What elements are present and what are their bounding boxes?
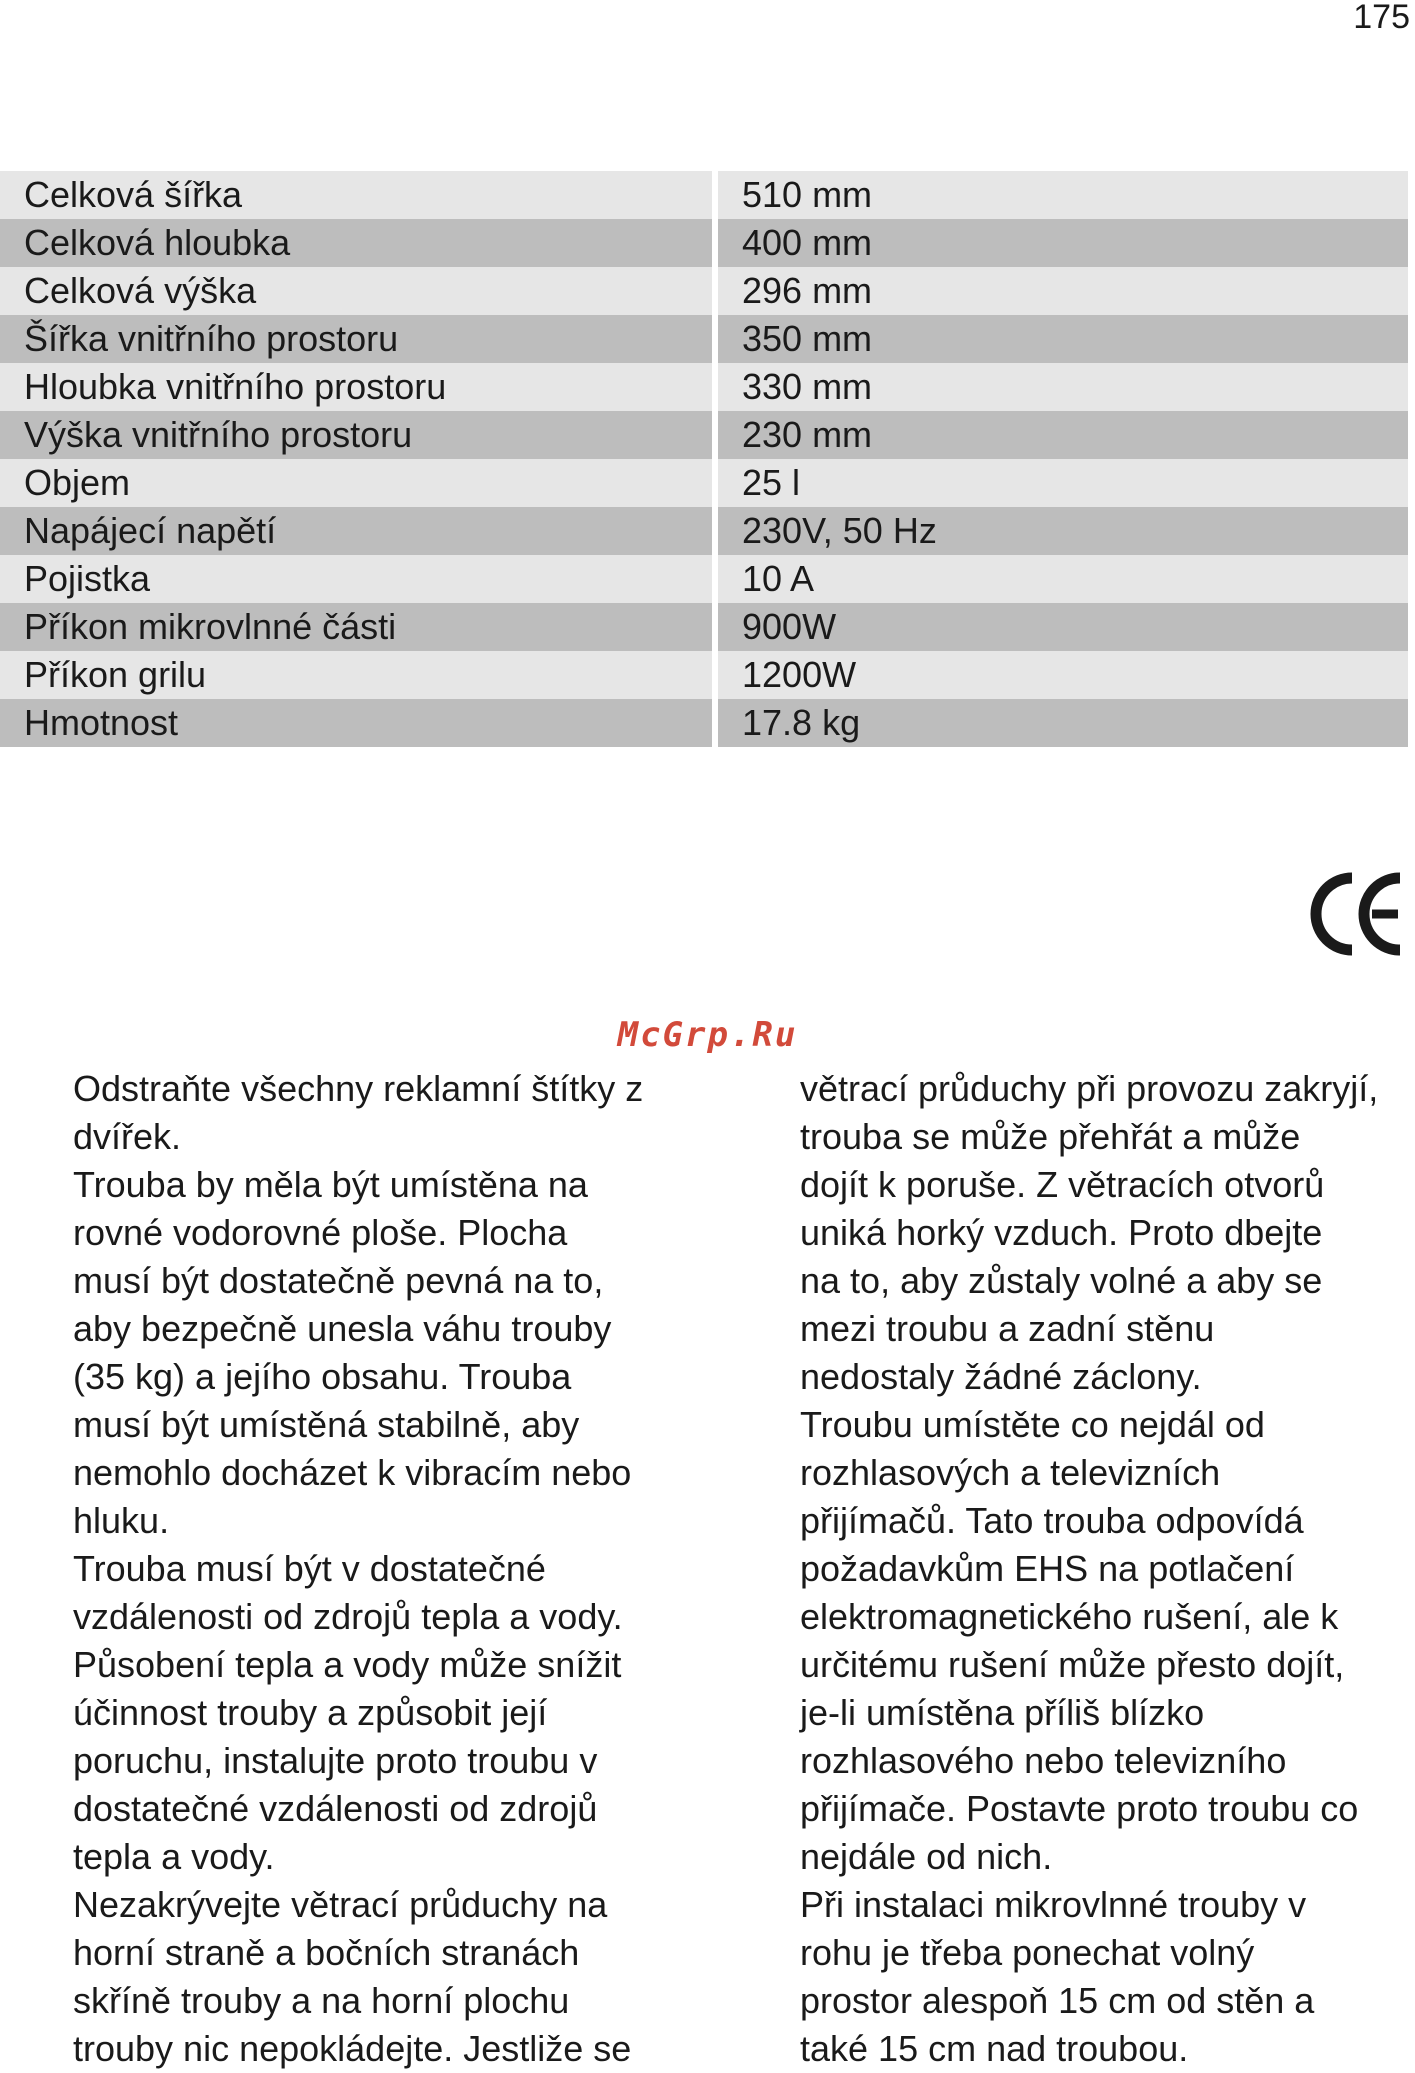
spec-row bbox=[0, 555, 1408, 603]
spec-row bbox=[0, 459, 1408, 507]
right-text-line: trouba se může přehřát a může bbox=[800, 1116, 1301, 1157]
right-text-line: je-li umístěna příliš blízko bbox=[800, 1692, 1205, 1733]
spec-value: 230V, 50 Hz bbox=[718, 507, 1408, 555]
right-text-line: nejdále od nich. bbox=[800, 1836, 1053, 1877]
left-text-line: skříně trouby a na horní plochu bbox=[73, 1980, 570, 2021]
right-text-line: dojít k poruše. Z větracích otvorů bbox=[800, 1164, 1325, 1205]
left-text-line: vzdálenosti od zdrojů tepla a vody. bbox=[73, 1596, 623, 1637]
spec-label: Celková hloubka bbox=[0, 219, 718, 267]
spec-label: Výška vnitřního prostoru bbox=[0, 411, 718, 459]
right-text-line: na to, aby zůstaly volné a aby se bbox=[800, 1260, 1323, 1301]
left-text-line: aby bezpečně unesla váhu trouby bbox=[73, 1308, 612, 1349]
right-text-line: rozhlasových a televizních bbox=[800, 1452, 1221, 1493]
right-text-line: rohu je třeba ponechat volný bbox=[800, 1932, 1255, 1973]
left-text-line: horní straně a bočních stranách bbox=[73, 1932, 580, 1973]
right-text-line: přijímačů. Tato trouba odpovídá bbox=[800, 1500, 1304, 1541]
right-text-line: uniká horký vzduch. Proto dbejte bbox=[800, 1212, 1323, 1253]
spec-label: Hmotnost bbox=[0, 699, 718, 747]
right-text-line: přijímače. Postavte proto troubu co bbox=[800, 1788, 1359, 1829]
spec-label: Pojistka bbox=[0, 555, 718, 603]
left-text-line: dvířek. bbox=[73, 1116, 182, 1157]
spec-value: 350 mm bbox=[718, 315, 1408, 363]
spec-value: 900W bbox=[718, 603, 1408, 651]
left-text-line: rovné vodorovné ploše. Plocha bbox=[73, 1212, 568, 1253]
specifications-table bbox=[0, 171, 1408, 747]
spec-value: 510 mm bbox=[718, 171, 1408, 219]
left-text-line: (35 kg) a jejího obsahu. Trouba bbox=[73, 1356, 572, 1397]
right-text-line: určitému rušení může přesto dojít, bbox=[800, 1644, 1345, 1685]
right-text-line: větrací průduchy při provozu zakryjí, bbox=[800, 1068, 1379, 1109]
left-text-line: Odstraňte všechny reklamní štítky z bbox=[73, 1068, 644, 1109]
left-text-line: nemohlo docházet k vibracím nebo bbox=[73, 1452, 632, 1493]
spec-row bbox=[0, 219, 1408, 267]
right-text-line: mezi troubu a zadní stěnu bbox=[800, 1308, 1215, 1349]
spec-row bbox=[0, 411, 1408, 459]
spec-row bbox=[0, 603, 1408, 651]
left-text-line: poruchu, instalujte proto troubu v bbox=[73, 1740, 598, 1781]
spec-row bbox=[0, 315, 1408, 363]
page-number: 175 bbox=[1353, 0, 1410, 36]
spec-label: Celková šířka bbox=[0, 171, 718, 219]
spec-value: 230 mm bbox=[718, 411, 1408, 459]
spec-label: Celková výška bbox=[0, 267, 718, 315]
left-text-line: musí být dostatečně pevná na to, bbox=[73, 1260, 604, 1301]
left-text-line: trouby nic nepokládejte. Jestliže se bbox=[73, 2028, 632, 2069]
spec-row bbox=[0, 171, 1408, 219]
left-text-line: musí být umístěná stabilně, aby bbox=[73, 1404, 580, 1445]
spec-label: Příkon grilu bbox=[0, 651, 718, 699]
left-text-line: Trouba by měla být umístěna na bbox=[73, 1164, 588, 1205]
spec-label: Objem bbox=[0, 459, 718, 507]
left-text-line: Trouba musí být v dostatečné bbox=[73, 1548, 546, 1589]
left-text-line: Působení tepla a vody může snížit bbox=[73, 1644, 622, 1685]
left-text-line: hluku. bbox=[73, 1500, 170, 1541]
spec-value: 25 l bbox=[718, 459, 1408, 507]
spec-label: Napájecí napětí bbox=[0, 507, 718, 555]
ce-mark-icon bbox=[1310, 870, 1405, 958]
right-text-line: rozhlasového nebo televizního bbox=[800, 1740, 1287, 1781]
spec-label: Hloubka vnitřního prostoru bbox=[0, 363, 718, 411]
right-text-line: Troubu umístěte co nejdál od bbox=[800, 1404, 1265, 1445]
spec-value: 296 mm bbox=[718, 267, 1408, 315]
right-text-line: elektromagnetického rušení, ale k bbox=[800, 1596, 1339, 1637]
spec-row bbox=[0, 363, 1408, 411]
spec-value: 1200W bbox=[718, 651, 1408, 699]
instructions-left-column bbox=[73, 1065, 713, 2073]
spec-label: Příkon mikrovlnné části bbox=[0, 603, 718, 651]
watermark: McGrp.Ru bbox=[617, 1015, 798, 1055]
spec-value: 400 mm bbox=[718, 219, 1408, 267]
spec-row bbox=[0, 699, 1408, 747]
spec-row bbox=[0, 651, 1408, 699]
right-text-line: nedostaly žádné záclony. bbox=[800, 1356, 1202, 1397]
spec-value: 10 A bbox=[718, 555, 1408, 603]
spec-value: 17.8 kg bbox=[718, 699, 1408, 747]
left-text-line: tepla a vody. bbox=[73, 1836, 275, 1877]
spec-row bbox=[0, 507, 1408, 555]
spec-value: 330 mm bbox=[718, 363, 1408, 411]
instructions-right-column bbox=[800, 1065, 1415, 2073]
right-text-line: Při instalaci mikrovlnné trouby v bbox=[800, 1884, 1307, 1925]
spec-row bbox=[0, 267, 1408, 315]
spec-label: Šířka vnitřního prostoru bbox=[0, 315, 718, 363]
right-text-line: požadavkům EHS na potlačení bbox=[800, 1548, 1295, 1589]
left-text-line: Nezakrývejte větrací průduchy na bbox=[73, 1884, 608, 1925]
left-text-line: dostatečné vzdálenosti od zdrojů bbox=[73, 1788, 598, 1829]
left-text-line: účinnost trouby a způsobit její bbox=[73, 1692, 548, 1733]
right-text-line: prostor alespoň 15 cm od stěn a bbox=[800, 1980, 1315, 2021]
right-text-line: také 15 cm nad troubou. bbox=[800, 2028, 1189, 2069]
